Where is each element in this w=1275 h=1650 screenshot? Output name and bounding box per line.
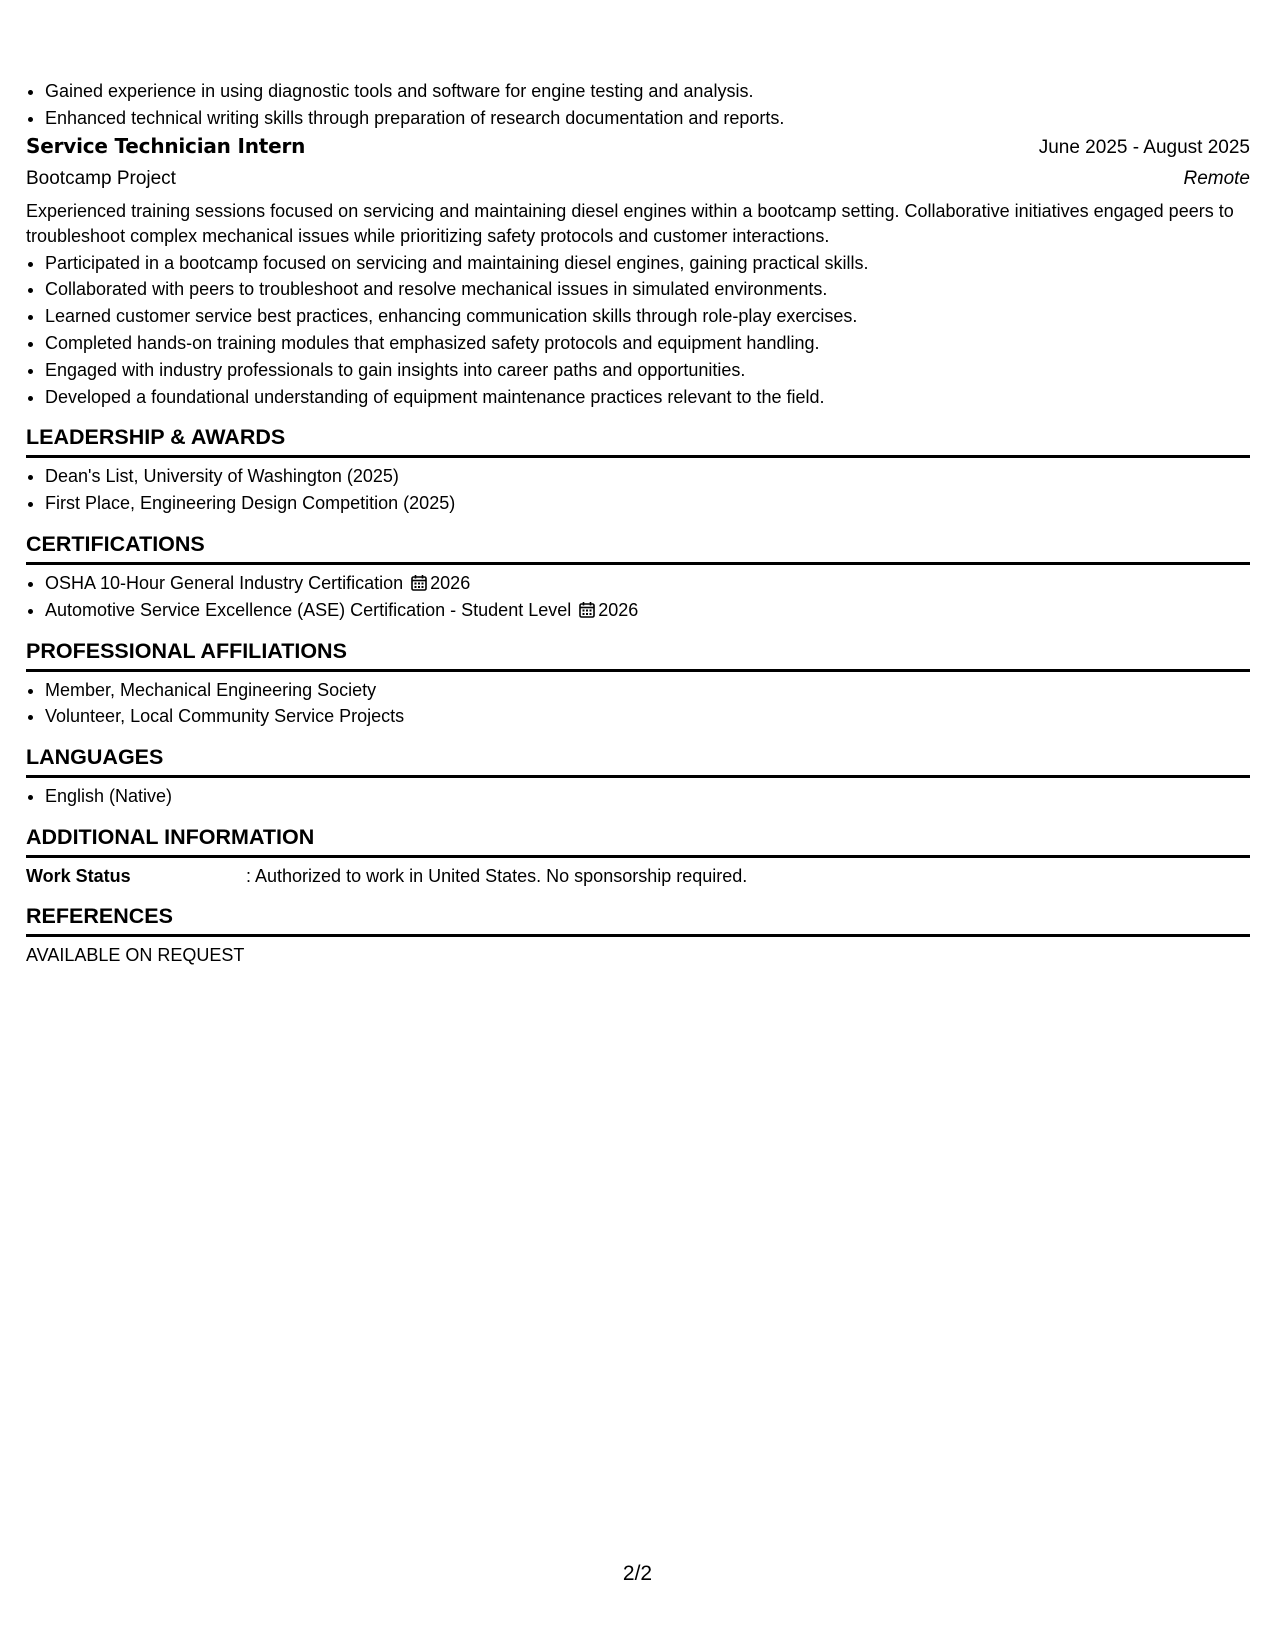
resume-page xyxy=(26,78,1250,968)
job-location: Remote xyxy=(1183,167,1250,189)
list-item: • Completed hands-on training modules that emphasized safety protocols and equipment handling. xyxy=(45,330,1250,357)
list-item: • Member, Mechanical Engineering Society xyxy=(45,677,1250,704)
job-bullets xyxy=(26,250,1250,411)
certification-year: 2026 xyxy=(430,572,471,593)
certification-date xyxy=(579,600,638,620)
list-item: • Participated in a bootcamp focused on servicing and maintaining diesel engines, gaining practical skills. xyxy=(45,250,1250,277)
list-item: • Volunteer, Local Community Service Projects xyxy=(45,703,1250,730)
page-number: 2/2 xyxy=(622,1562,653,1585)
list-item: • First Place, Engineering Design Competition (2025) xyxy=(45,490,1250,517)
references-text: AVAILABLE ON REQUEST xyxy=(26,944,245,965)
section-heading: REFERENCES xyxy=(26,902,1250,937)
list-item: • Dean's List, University of Washington (2025) xyxy=(45,463,1250,490)
list-item: • Enhanced technical writing skills through preparation of research documentation and reports. xyxy=(45,105,1250,132)
list-item: • Gained experience in using diagnostic tools and software for engine testing and analysis. xyxy=(45,78,1250,105)
work-status-row xyxy=(26,863,1250,889)
section-heading: LEADERSHIP & AWARDS xyxy=(26,423,1250,458)
section-leadership xyxy=(26,423,1250,517)
section-heading: LANGUAGES xyxy=(26,743,1250,778)
section-heading: CERTIFICATIONS xyxy=(26,530,1250,565)
section-affiliations xyxy=(26,637,1250,731)
list-item xyxy=(45,570,1250,597)
list-item: • Learned customer service best practices, enhancing communication skills through role-play exercises. xyxy=(45,303,1250,330)
job-organization: Bootcamp Project xyxy=(26,167,176,189)
section-heading: ADDITIONAL INFORMATION xyxy=(26,823,1250,858)
list-item: • Engaged with industry professionals to gain insights into career paths and opportunities. xyxy=(45,357,1250,384)
job-title: Service Technician Intern xyxy=(26,133,306,158)
section-certifications xyxy=(26,530,1250,624)
certification-year: 2026 xyxy=(598,599,639,620)
languages-list xyxy=(26,783,1250,810)
certification-date xyxy=(411,573,470,593)
list-item: • English (Native) xyxy=(45,783,1250,810)
section-heading: PROFESSIONAL AFFILIATIONS xyxy=(26,637,1250,672)
certifications-list xyxy=(26,570,1250,624)
leadership-list xyxy=(26,463,1250,517)
work-status-label: Work Status xyxy=(26,865,131,886)
job-summary: Experienced training sessions focused on servicing and maintaining diesel engines within a bootcamp setting. Collaborative initiatives engaged peers to troubleshoot complex mechanical issues while prioritizing safety protocols and customer interactions. xyxy=(26,200,1234,246)
previous-job-bullets xyxy=(26,78,1250,132)
section-references xyxy=(26,902,1250,968)
job-dates: June 2025 - August 2025 xyxy=(1038,136,1250,158)
affiliations-list xyxy=(26,677,1250,731)
list-item: • Developed a foundational understanding of equipment maintenance practices relevant to the field. xyxy=(45,384,1250,411)
certification-name: OSHA 10-Hour General Industry Certification xyxy=(45,572,404,593)
section-additional-information xyxy=(26,823,1250,889)
section-languages xyxy=(26,743,1250,810)
list-item: • Collaborated with peers to troubleshoot and resolve mechanical issues in simulated environments. xyxy=(45,276,1250,303)
calendar-icon xyxy=(579,601,595,618)
certification-name: Automotive Service Excellence (ASE) Certification - Student Level xyxy=(45,599,572,620)
job-entry xyxy=(26,132,1250,411)
list-item xyxy=(45,597,1250,624)
work-status-value: : Authorized to work in United States. No sponsorship required. xyxy=(246,865,748,886)
calendar-icon xyxy=(411,574,427,591)
